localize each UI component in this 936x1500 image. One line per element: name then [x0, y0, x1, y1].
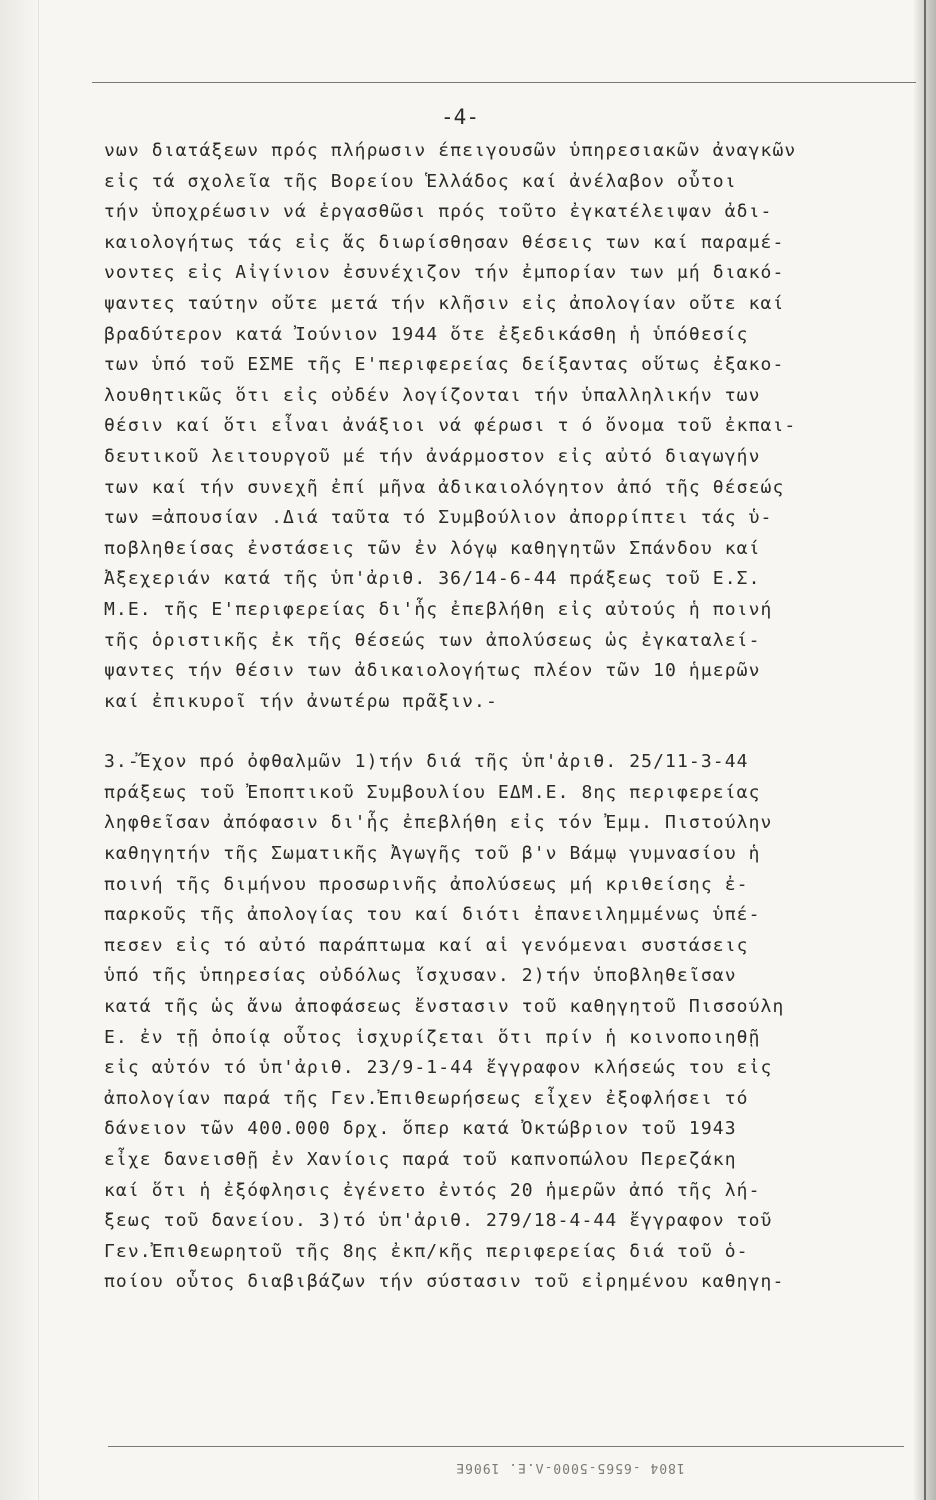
text-line: ψαντες ταύτην οὔτε μετά τήν κλῆσιν εἰς ἀπολογίαν οὔτε καί	[104, 292, 785, 314]
text-line: θέσιν καί ὅτι εἶναι ἀνάξιοι νά φέρωσι τ ό ὄνομα τοῦ ἐκπαι-	[104, 415, 797, 437]
text-line: Γεν.Ἐπιθεωρητοῦ τῆς 8ης ἐκπ/κῆς περιφερείας διά τοῦ ὁ-	[104, 1240, 749, 1262]
text-line: ληφθεῖσαν ἀπόφασιν δι'ἧς ἐπεβλήθη εἰς τόν Ἐμμ. Πιστούλην	[104, 812, 773, 834]
text-line: των ὑπό τοῦ ΕΣΜΕ τῆς Ε'περιφερείας δείξαντας οὕτως ἐξακο-	[104, 354, 785, 376]
binding-margin-text	[4, 80, 20, 1460]
text-line: ψαντες τήν θέσιν των ἀδικαιολογήτως πλέον τῶν 10 ἡμερῶν	[104, 660, 761, 682]
text-line: ὑπό τῆς ὑπηρεσίας οὐδόλως ἴσχυσαν. 2)τήν ὑποβληθεῖσαν	[104, 965, 737, 987]
text-line: καί ἐπικυροῖ τήν ἀνωτέρω πρᾶξιν.-	[104, 690, 498, 712]
text-line: καί ὅτι ἡ ἐξόφλησις ἐγένετο ἐντός 20 ἡμερῶν ἀπό τῆς λή-	[104, 1179, 761, 1201]
text-line: ποβληθείσας ἐνστάσεις τῶν ἐν λόγῳ καθηγητῶν Σπάνδου καί	[104, 537, 761, 559]
text-line: λουθητικῶς ὅτι εἰς οὐδέν λογίζονται τήν ὑπαλληλικήν των	[104, 384, 761, 406]
text-line: νοντες εἰς Αἰγίνιον ἐσυνέχιζον τήν ἐμπορίαν των μή διακό-	[104, 262, 785, 284]
top-rule	[92, 82, 916, 83]
page-number: -4-	[441, 105, 479, 129]
body-text	[104, 136, 904, 1298]
scan-border-right	[914, 0, 936, 1500]
text-line: των καί τήν συνεχῆ ἐπί μῆνα ἀδικαιολόγητον ἀπό τῆς θέσεώς	[104, 476, 785, 498]
text-line: πεσεν εἰς τό αὐτό παράπτωμα καί αἱ γενόμεναι συστάσεις	[104, 934, 749, 956]
paragraph-break	[104, 717, 904, 747]
text-line: δευτικοῦ λειτουργοῦ μέ τήν ἀνάρμοστον εἰς αὐτό διαγωγήν	[104, 445, 761, 467]
text-line: εἰς αὐτόν τό ὑπ'ἀριθ. 23/9-1-44 ἔγγραφον κλήσεώς του εἰς	[104, 1057, 773, 1079]
text-line: ξεως τοῦ δανείου. 3)τό ὑπ'ἀριθ. 279/18-4-44 ἔγγραφον τοῦ	[104, 1210, 773, 1232]
text-line: κατά τῆς ὡς ἄνω ἀποφάσεως ἔνστασιν τοῦ καθηγητοῦ Πισσούλη	[104, 996, 785, 1018]
text-line: Μ.Ε. τῆς Ε'περιφερείας δι'ἧς ἐπεβλήθη εἰς αὐτούς ἡ ποινή	[104, 598, 773, 620]
text-line: Ἀξεχεριάν κατά τῆς ὑπ'ἀριθ. 36/14-6-44 πράξεως τοῦ Ε.Σ.	[104, 568, 761, 590]
text-line: δάνειον τῶν 400.000 δρχ. ὅπερ κατά Ὀκτώβριον τοῦ 1943	[104, 1118, 737, 1140]
text-line: ποινή τῆς διμήνου προσωρινῆς ἀπολύσεως μή κριθείσης ἐ-	[104, 873, 749, 895]
binding-edge	[0, 0, 39, 1500]
bottom-rule	[108, 1446, 904, 1447]
text-line: καθηγητήν τῆς Σωματικῆς Ἀγωγῆς τοῦ β'ν Βάμῳ γυμνασίου ἡ	[104, 843, 761, 865]
text-line: εἰς τά σχολεῖα τῆς Βορείου Ἑλλάδος καί ἀνέλαβον οὗτοι	[104, 170, 737, 192]
text-line: εἶχε δανεισθῇ ἐν Χανίοις παρά τοῦ καπνοπώλου Περεζάκη	[104, 1149, 737, 1170]
text-line: βραδύτερον κατά Ἰούνιον 1944 ὅτε ἐξεδικάσθη ἡ ὑπόθεσίς	[104, 323, 749, 345]
text-line: ποίου οὗτος διαβιβάζων τήν σύστασιν τοῦ εἰρημένου καθηγη-	[104, 1271, 785, 1293]
text-line: νων διατάξεων πρός πλήρωσιν έπειγουσῶν ὑπηρεσιακῶν ἀναγκῶν	[104, 140, 797, 161]
text-line: ἀπολογίαν παρά τῆς Γεν.Ἐπιθεωρήσεως εἶχεν ἐξοφλήσει τό	[104, 1087, 749, 1109]
text-line: καιολογήτως τάς εἰς ἅς διωρίσθησαν θέσεις των καί παραμέ-	[104, 231, 785, 253]
text-line: τήν ὑποχρέωσιν νά ἐργασθῶσι πρός τοῦτο ἐγκατέλειψαν ἀδι-	[104, 201, 773, 223]
text-line: τῆς ὁριστικῆς ἐκ τῆς θέσεώς των ἀπολύσεως ὡς ἐγκαταλεί-	[104, 629, 761, 651]
text-line: πράξεως τοῦ Ἐποπτικοῦ Συμβουλίου ΕΔΜ.Ε. 8ης περιφερείας	[104, 781, 761, 803]
text-line: 3.-Ἔχον πρό ὀφθαλμῶν 1)τήν διά τῆς ὑπ'ἀριθ. 25/11-3-44	[104, 751, 749, 773]
text-line: Ε. ἐν τῇ ὁποίᾳ οὗτος ἰσχυρίζεται ὅτι πρίν ἡ κοινοποιηθῇ	[104, 1026, 761, 1048]
printer-imprint: 1804 -6565-5000-Λ.Ε. 1906Ε	[455, 1460, 685, 1475]
text-line: παρκοῦς τῆς ἀπολογίας του καί διότι ἐπανειλημμένως ὑπέ-	[104, 904, 761, 926]
text-line: των =ἀπουσίαν .Διά ταῦτα τό Συμβούλιον ἀπορρίπτει τάς ὑ-	[104, 507, 773, 529]
